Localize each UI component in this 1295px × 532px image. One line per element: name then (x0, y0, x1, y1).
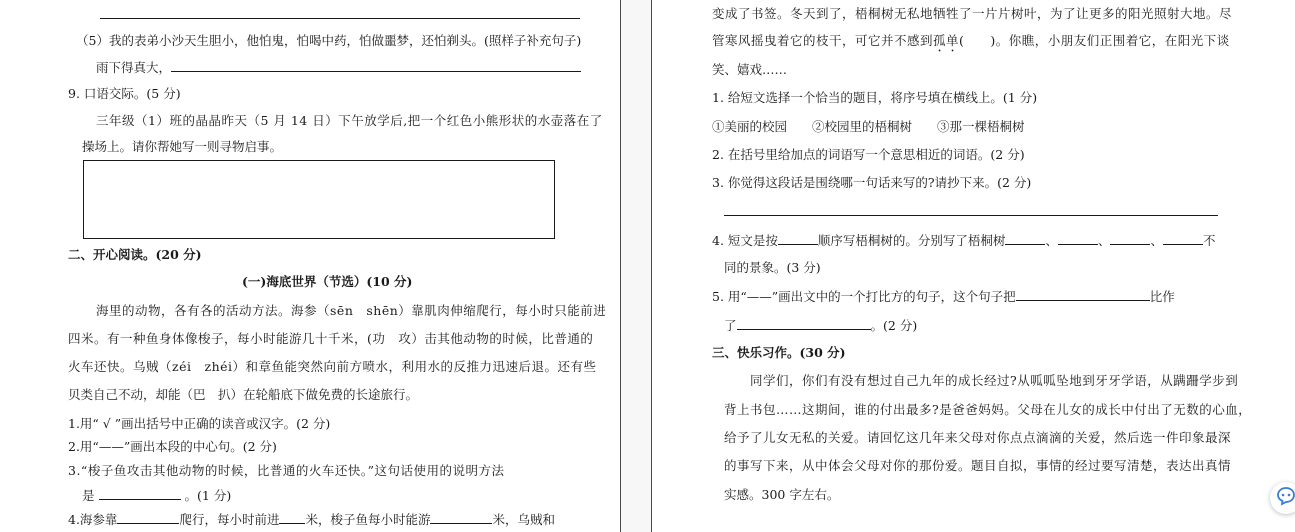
q9-line2: 操场上。请你帮她写一则寻物启事。 (82, 139, 283, 154)
right-question-5 (712, 288, 1175, 305)
question-1: 1.用“ √ ”画出括号中正确的读音或汉字。(2 分) (68, 416, 331, 431)
page-gutter (620, 0, 652, 532)
right-question-1: 1. 给短文选择一个恰当的题目，将序号填在横线上。(1 分) (712, 90, 1038, 105)
essay-line: 给予了儿女无私的关爱。请回忆这几年来父母对你点点滴滴的关爱，然后选一件印象最深 (724, 430, 1232, 445)
q5-prefix: 5. 用“——”画出文中的一个打比方的句子，这个句子把 (712, 289, 1016, 304)
essay-line: 的事写下来，从中体会父母对你的那份爱。题目自拟，事情的经过要写清楚，表达出真情 (724, 458, 1232, 473)
answer-blank (171, 59, 581, 72)
answer-line (100, 18, 580, 19)
chat-assistant-icon (1276, 486, 1295, 510)
answer-blank (1110, 232, 1150, 245)
q4-part: 米，乌贼和 (492, 512, 555, 527)
q9-line1: 三年级（1）班的晶晶昨天（5 月 14 日）下午放学后,把一个红色小熊形状的水壶落在了 (96, 113, 603, 128)
q5-line2-suffix: 。(2 分) (870, 318, 918, 333)
q4-part: 、 (1097, 233, 1111, 248)
passage-line: 四米。有一种鱼身体像梭子，每小时能游几十千米，(功 攻）击其他动物的时候，比普通的 (68, 331, 594, 346)
answer-blank (1058, 232, 1098, 245)
question-3-line1: 3.“梭子鱼攻击其他动物的时候，比普通的火车还快。”这句话使用的说明方法 (68, 463, 505, 478)
q4-part: 爬行，每小时前进 (179, 512, 280, 527)
answer-box (83, 160, 555, 239)
passage-line: 海里的动物，各有各的活动方法。海参（sēn shēn）靠肌肉伸缩爬行，每小时只能前进 (96, 303, 607, 318)
q4-part: 4.海参靠 (68, 512, 118, 527)
q3-prefix: 是 (82, 488, 95, 503)
left-page (0, 0, 620, 532)
q3-suffix: 。(1 分) (184, 488, 232, 503)
passage-text: 管寒风摇曳着它的枝干，可它并不感到 (712, 33, 934, 48)
essay-line: 实感。300 字左右。 (724, 487, 840, 502)
right-question-4-line2: 同的景象。(3 分) (724, 260, 821, 275)
passage-line-2 (712, 33, 1230, 55)
answer-blank (737, 317, 871, 330)
answer-blank (778, 232, 818, 245)
assistant-button[interactable] (1270, 482, 1295, 514)
q4-part: 米，梭子鱼每小时能游 (305, 512, 431, 527)
q5-mid: 比作 (1149, 289, 1175, 304)
passage-line: 变成了书签。冬天到了，梧桐树无私地牺牲了一片片树叶，为了让更多的阳光照射大地。尽 (712, 6, 1233, 21)
answer-blank (1005, 232, 1045, 245)
q4-part: 4. 短文是按 (712, 233, 778, 248)
passage-text: ( )。你瞧，小朋友们正围着它，在阳光下谈 (959, 33, 1230, 48)
right-question-2: 2. 在括号里给加点的词语写一个意思相近的词语。(2 分) (712, 147, 1025, 162)
passage-title: (一)海底世界（节选）(10 分) (242, 274, 413, 289)
answer-blank (279, 511, 305, 524)
q4-part: 不 (1202, 233, 1216, 248)
right-page (652, 0, 1295, 532)
answer-blank (1016, 288, 1150, 301)
q4-part: 、 (1045, 233, 1058, 248)
q5-line2-prefix: 了 (724, 318, 737, 333)
emphasized-word: 孤单 (933, 33, 960, 48)
passage-line: 笑、嬉戏…… (712, 62, 788, 77)
answer-blank (117, 511, 179, 524)
q4-part: 、 (1150, 233, 1163, 248)
passage-line: 贝类自己不动，却能（巴 扒）在轮船底下做免费的长途旅行。 (68, 387, 419, 402)
right-question-3: 3. 你觉得这段话是围绕哪一句话来写的?请抄下来。(2 分) (712, 175, 1032, 190)
essay-line: 同学们，你们有没有想过自己九年的成长经过?从呱呱坠地到牙牙学语，从蹒跚学步到 (750, 373, 1239, 388)
q5-answer-prefix: 雨下得真大， (96, 60, 172, 75)
q5-answer (96, 59, 581, 76)
answer-blank (99, 487, 181, 500)
right-question-5-line2 (724, 317, 917, 334)
answer-blank (430, 511, 492, 524)
answer-line (724, 215, 1218, 216)
essay-line: 背上书包……这期间，谁的付出最多?是爸爸妈妈。父母在儿女的成长中付出了无数的心血， (724, 402, 1252, 417)
question-3-line2 (82, 487, 231, 504)
question-2: 2.用“——”画出本段的中心句。(2 分) (68, 439, 277, 454)
section2-title: 二、开心阅读。(20 分) (68, 247, 202, 262)
right-question-1-options: ①美丽的校园 ②校园里的梧桐树 ③那一棵梧桐树 (712, 119, 1025, 134)
passage-line: 火车还快。乌贼（zéi zhéi）和章鱼能突然向前方喷水，利用水的反推力迅速后退。还有些 (68, 359, 597, 374)
section3-title: 三、快乐习作。(30 分) (712, 345, 846, 360)
right-question-4 (712, 232, 1215, 249)
question-4 (68, 511, 555, 528)
answer-blank (1163, 232, 1203, 245)
q5-text: （5）我的表弟小沙天生胆小，他怕鬼，怕喝中药，怕做噩梦，还怕剃头。(照样子补充句子) (76, 33, 582, 48)
q9-title: 9. 口语交际。(5 分) (68, 86, 181, 101)
q4-part: 顺序写梧桐树的。分别写了梧桐树 (817, 233, 1006, 248)
